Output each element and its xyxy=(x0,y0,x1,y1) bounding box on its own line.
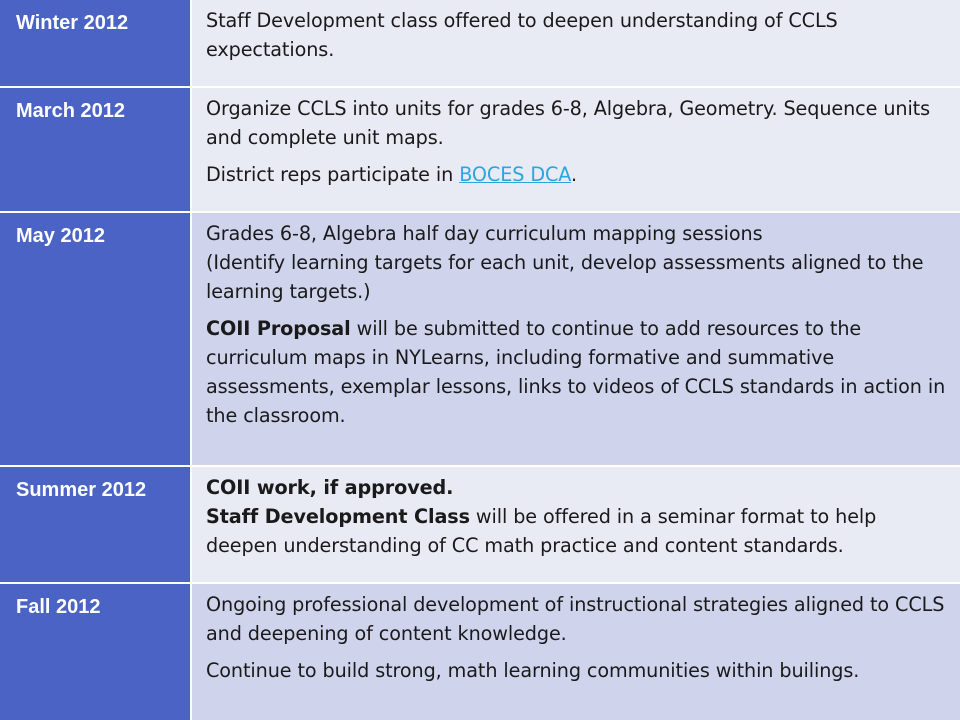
description-text: Continue to build strong, math learning communities within builings. xyxy=(206,659,860,682)
description-text: Staff Development class offered to deepen understanding of CCLS expectations. xyxy=(206,9,838,61)
description-cell xyxy=(192,0,960,86)
timeline-row-may-2012 xyxy=(0,213,960,467)
date-cell: Fall 2012 xyxy=(0,584,192,720)
date-cell: Winter 2012 xyxy=(0,0,192,86)
emphasis-text: COII work, if approved. xyxy=(206,476,454,499)
emphasis-text: COII Proposal xyxy=(206,317,351,340)
date-cell: Summer 2012 xyxy=(0,467,192,582)
text-prefix: District reps participate in xyxy=(206,163,460,186)
description-cell xyxy=(192,584,960,720)
timeline-row-fall-2012 xyxy=(0,584,960,720)
description-text xyxy=(206,502,952,560)
description-text xyxy=(206,314,952,430)
description-text: Ongoing professional development of instructional strategies aligned to CCLS and deepening of content knowledge. xyxy=(206,593,945,645)
text-suffix: . xyxy=(570,163,577,186)
description-cell xyxy=(192,213,960,465)
boces-dca-link[interactable]: BOCES DCA xyxy=(459,163,571,186)
description-text: Grades 6-8, Algebra half day curriculum mapping sessions xyxy=(206,222,763,245)
body-text: will be submitted to continue to add resources to the curriculum maps in NYLearns, including formative and summative assessments, exemplar lessons, links to videos of CCLS standards in action in the classroom. xyxy=(206,317,946,427)
timeline-row-march-2012 xyxy=(0,88,960,213)
timeline-row-summer-2012 xyxy=(0,467,960,584)
description-cell xyxy=(192,88,960,211)
description-cell xyxy=(192,467,960,582)
emphasis-text: Staff Development Class xyxy=(206,505,470,528)
date-cell: March 2012 xyxy=(0,88,192,211)
description-text: (Identify learning targets for each unit, develop assessments aligned to the learning targets.) xyxy=(206,251,924,303)
timeline-row-winter-2012 xyxy=(0,0,960,88)
description-text xyxy=(206,160,952,189)
date-cell: May 2012 xyxy=(0,213,192,465)
body-text: will be offered in a seminar format to help deepen understanding of CC math practice and content standards. xyxy=(206,505,877,557)
description-text: Organize CCLS into units for grades 6-8, Algebra, Geometry. Sequence units and complete unit maps. xyxy=(206,97,930,149)
